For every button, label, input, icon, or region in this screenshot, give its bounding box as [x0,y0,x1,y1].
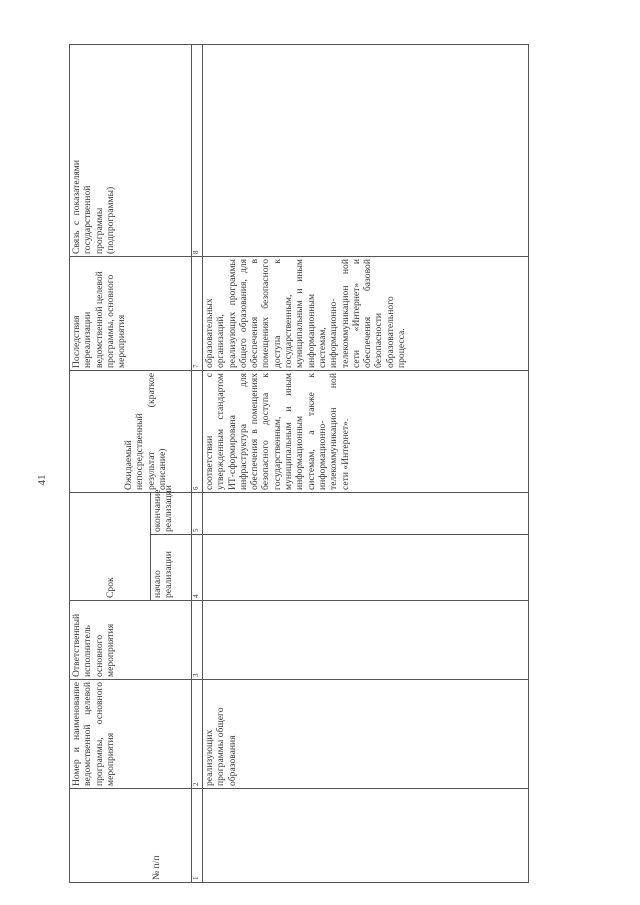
col-number-8: 8 [192,45,203,257]
cell-expected-result: соответствии с утвержденным стандартом ИТ-сформирована инфраструктура для обеспечения в помещениях безопасного доступа к государственным, муниципальным и иным информационным системам, а также к информационно-телекоммуникацион ной сети «Интернет». [203,371,529,493]
col-number-3: 3 [192,601,203,680]
rotated-table-container [69,45,529,883]
header-indicators-link-text: Связь с показателями государственной программы (подпрограммы) [71,160,116,254]
header-row [70,45,151,883]
header-expected-result [70,371,192,493]
cell-executor [203,601,529,680]
table-row [203,45,529,883]
column-number-row [192,45,203,883]
cell-end [203,493,529,535]
col-number-1: 1 [192,789,203,883]
header-expected-result-text: Ожидаемый непосредственный результат (краткое описание) [123,373,168,490]
cell-indicators-link [203,45,529,257]
header-consequences: Последствия нереализации ведомственной целевой программы, основного мероприятия [70,257,192,371]
col-number-2: 2 [192,680,203,789]
program-table [69,44,529,883]
header-indicators-link [70,45,192,257]
header-start: начало реализации [151,535,192,601]
header-number-text: № п/п [151,855,162,880]
col-number-6: 6 [192,371,203,493]
header-executor: Ответственный исполнитель основного мероприятия [70,601,192,680]
cell-consequences: образовательных организаций, реализующих программы общего образования, для обеспечения в помещениях безопасного доступа к государственным, муниципальным и иным информационным системам, информационно-телекоммуникацион ной сети «Интернет» и обеспечения базовой безопасности образовательного процесса. [203,257,529,371]
header-term-text: Срок [105,577,116,598]
col-number-5: 5 [192,493,203,535]
header-end: окончание реализации [151,493,192,535]
header-number [70,789,192,883]
cell-program-name: реализующих программы общего образования [203,680,529,789]
cell-number [203,789,529,883]
header-term [70,493,151,601]
col-number-4: 4 [192,535,203,601]
page-number: 41 [36,474,48,486]
header-program-name: Номер и наименование ведомственной целевой программы, основного мероприятия [70,680,192,789]
cell-start [203,535,529,601]
col-number-7: 7 [192,257,203,371]
